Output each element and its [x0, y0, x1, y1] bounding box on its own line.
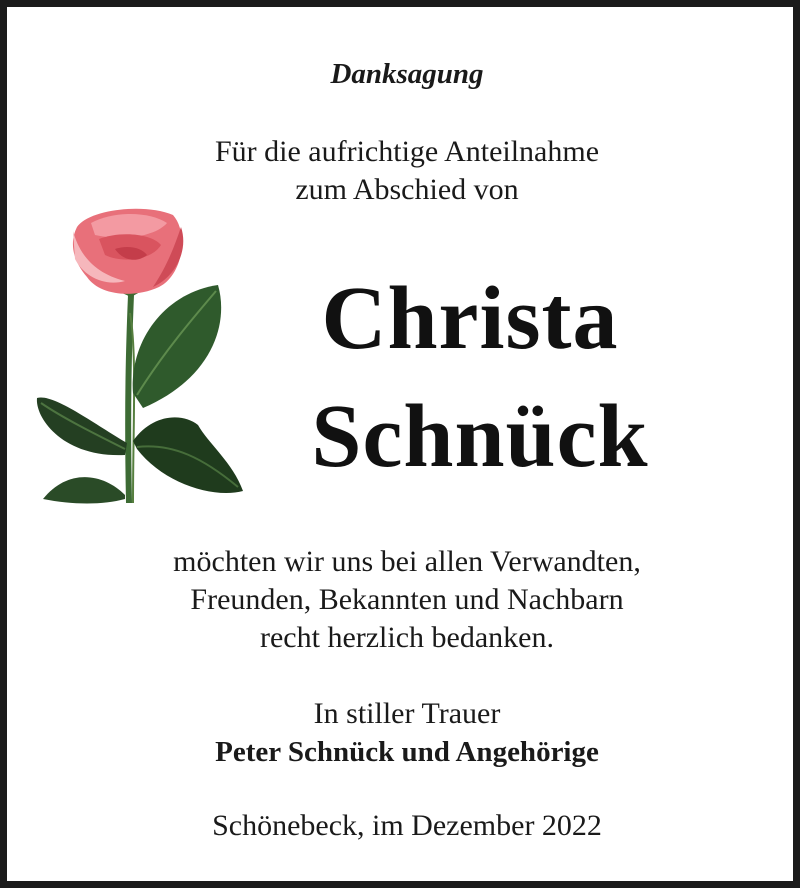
rose-icon [33, 203, 247, 505]
mourning-line: In stiller Trauer [313, 697, 501, 730]
thanks-line-1: möchten wir uns bei allen Verwandten, [173, 545, 641, 578]
deceased-last-name: Schnück [311, 387, 649, 486]
deceased-first-name: Christa [321, 269, 619, 368]
thanks-text [7, 543, 800, 657]
intro-text [7, 133, 800, 209]
thanks-line-2: Freunden, Bekannten und Nachbarn [190, 583, 624, 616]
notice-heading: Danksagung [330, 58, 484, 90]
intro-line-2: zum Abschied von [295, 173, 519, 206]
signed-by: Peter Schnück und Angehörige [215, 736, 599, 768]
place-date: Schönebeck, im Dezember 2022 [212, 809, 602, 842]
intro-line-1: Für die aufrichtige Anteilnahme [214, 135, 600, 168]
thanks-line-3: recht herzlich bedanken. [259, 621, 554, 654]
